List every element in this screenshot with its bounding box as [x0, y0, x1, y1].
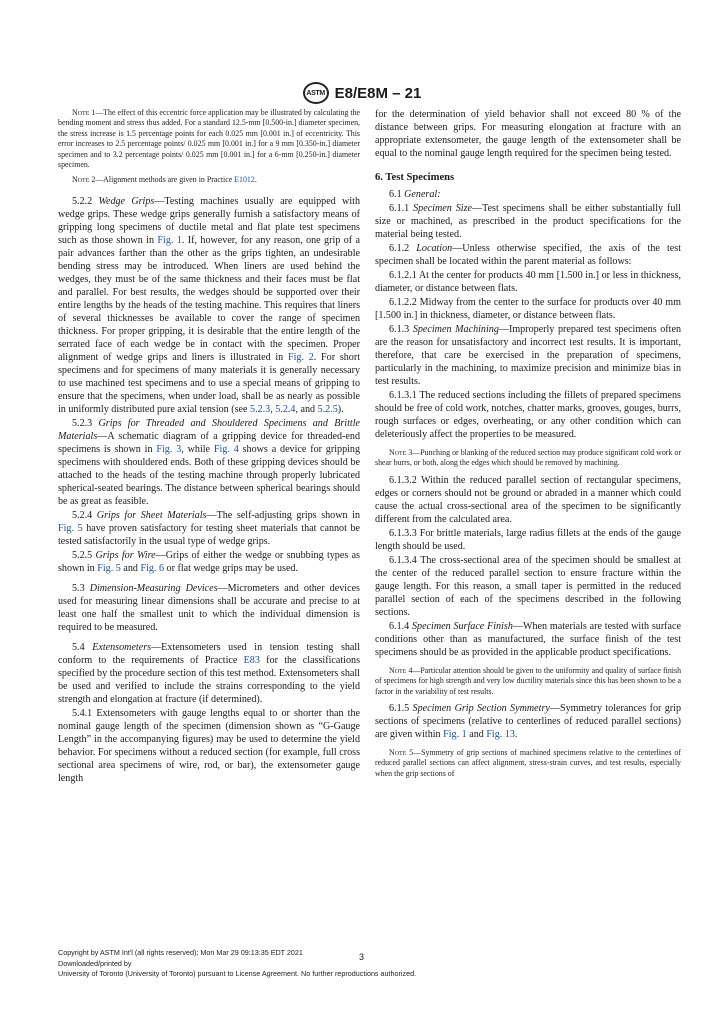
reference-link[interactable]: Fig. 6	[140, 562, 165, 574]
section-6-1-3-4: 6.1.3.4 The cross-sectional area of the specimen should be smallest at the center of the reduced parallel section to ensure fracture within the gauge length. For this reason, a small taper is permitted in the reduced parallel section of each of the specimens described in the following sections.	[375, 554, 681, 618]
section-5-3: 5.3 Dimension-Measuring Devices—Micrometers and other devices used for measuring linear dimensions shall be accurate and precise to at least one half the smallest unit to which the individual dimension is required to be measured.	[58, 582, 360, 633]
note-3: Note 3—Punching or blanking of the reduced section may produce significant cold work or shear burrs, or both, along the edges which should be removed by machining.	[375, 448, 681, 468]
note-label: Note 2	[72, 175, 96, 185]
section-5-4-1: 5.4.1 Extensometers with gauge lengths equal to or shorter than the nominal gauge length of the specimen (dimension shown as “G-Gauge Length” in the accompanying figures) may be used to determine the yield behavior. For specimens without a reduced section (for example, full cross sectional area specimens of wire, rod, or bar), the extensometer gauge length	[58, 707, 360, 784]
reference-link[interactable]: Fig. 1	[157, 234, 182, 246]
section-title: Extensometers	[92, 641, 152, 653]
reference-link[interactable]: Fig. 13	[486, 729, 515, 741]
standard-designation: E8/E8M – 21	[334, 84, 422, 102]
section-title: Specimen Size	[413, 203, 472, 214]
section-6-1-3-1: 6.1.3.1 The reduced sections including the fillets of prepared specimens should be free of cold work, notches, chatter marks, grooves, gouges, burrs, rough surfaces or edges, overheating, or any other condition which can deleteriously affect the properties to be measured.	[375, 390, 681, 440]
reference-link[interactable]: 5.2.3	[250, 403, 271, 415]
continued-paragraph: for the determination of yield behavior shall not exceed 80 % of the distance between grips. For measuring elongation at fracture with an appropriate extensometer, the gauge length of the extensometer shall be equal to the nominal gauge length required for the specimen being tested.	[375, 109, 681, 159]
section-6-1-2-2: 6.1.2.2 Midway from the center to the surface for products over 40 mm [1.500 in.] in thickness, diameter, or distance between flats.	[375, 297, 681, 321]
note-4: Note 4—Particular attention should be given to the uniformity and quality of surface finish of specimens for high strength and very low ductility materials since this has been shown to be a factor in the variability of test results.	[375, 665, 682, 696]
note-label: Note 4	[389, 665, 413, 675]
section-5-2-4: 5.2.4 Grips for Sheet Materials—The self-adjusting grips shown in Fig. 5 have proven satisfactory for testing sheet materials that cannot be tested satisfactorily in the usual type of wedge grips.	[58, 509, 360, 547]
section-6-1-2: 6.1.2 Location—Unless otherwise specified, the axis of the test specimen shall be located within the parent material as follows:	[375, 243, 681, 267]
section-title: General:	[404, 189, 441, 200]
section-5-2-5: 5.2.5 Grips for Wire—Grips of either the wedge or snubbing types as shown in Fig. 5 and Fig. 6 or flat wedge grips may be used.	[58, 549, 360, 574]
section-5-2-2: 5.2.2 Wedge Grips—Testing machines usually are equipped with wedge grips. These wedge grips generally furnish a satisfactory means of gripping long specimens of ductile metal and flat plate test specimens such as those shown in Fig. 1. If, however, for any reason, one grip of a pair advances farther than the other as the grips tighten, an undesirable bending stress may be introduced. When liners are used behind the wedges, they must be of the same thickness and their faces must be flat and parallel. For best results, the wedges should be supported over their entire lengths by the heads of the testing machine. This requires that liners of several thicknesses be available to cover the range of specimen thickness. For proper gripping, it is desirable that the entire length of the serrated face of each wedge be in contact with the specimen. Proper alignment of wedge grips and liners is illustrated in Fig. 2. For short specimens and for specimens of many materials it is generally necessary to use machined test specimens and to use a special means of gripping to ensure that the specimens, when under load, shall be as nearly as possible in uniformly distributed pure axial tension (see 5.2.3, 5.2.4, and 5.2.5).	[58, 195, 361, 415]
footer-line: Downloaded/printed by	[58, 958, 132, 968]
footer-line: University of Toronto (University of Toronto) pursuant to License Agreement. No further reproductions authorized.	[58, 969, 417, 978]
section-heading-6: 6. Test Specimens	[375, 172, 455, 183]
reference-link[interactable]: Fig. 5	[58, 522, 83, 534]
section-6-1-3-2: 6.1.3.2 Within the reduced parallel section of rectangular specimens, edges or corners should not be ground or abraded in a manner which could cause the actual cross-sectional area of the specimen to be significantly different from the calculated area.	[375, 474, 681, 525]
section-6-1-3-3: 6.1.3.3 For brittle materials, large radius fillets at the ends of the gauge length should be used.	[375, 527, 681, 552]
section-title: Wedge Grips	[98, 195, 155, 207]
note-5: Note 5—Symmetry of grip sections of machined specimens relative to the centerlines of reduced parallel sections can affect alignment, stress-strain curves, and test results, especially when the grip sections of	[375, 748, 681, 778]
section-title: Grips for Sheet Materials	[96, 509, 207, 521]
reference-link[interactable]: E83	[243, 654, 260, 666]
footer-line: Copyright by ASTM Int'l (all rights reserved); Mon Mar 29 09:13:35 EDT 2021	[58, 948, 303, 957]
reference-link[interactable]: Fig. 2	[287, 351, 314, 363]
reference-link[interactable]: 5.2.4	[275, 403, 296, 415]
note-1: Note 1—The effect of this eccentric force application may be illustrated by calculating the bending moment and stress thus added. For a standard 12.5-mm [0.500-in.] diameter specimen, the stress increase is 1.5 percentage points for each 0.025 mm [0.001 in.] of eccentricity. This error increases to 2.5 percentage points/ 0.025 mm [0.001 in.] for a 9 mm [0.350-in.] diameter specimen and to 3.2 percentage points/ 0.025 mm [0.001 in.] for a 6-mm [0.250-in.] diameter specimen.	[58, 108, 361, 170]
reference-link[interactable]: 5.2.5	[317, 403, 338, 415]
left-column	[58, 108, 360, 786]
section-title: Location	[416, 243, 453, 254]
note-2: Note 2—Alignment methods are given in Practice E1012.	[72, 175, 257, 185]
section-title: Specimen Grip Section Symmetry	[412, 703, 550, 715]
section-title: Grips for Wire	[95, 549, 156, 561]
section-6-1-2-1: 6.1.2.1 At the center for products 40 mm [1.500 in.] or less in thickness, diameter, or distance between flats.	[375, 270, 681, 294]
reference-link[interactable]: Fig. 1	[443, 729, 467, 741]
section-5-2-3: 5.2.3 Grips for Threaded and Shouldered Specimens and Brittle Materials—A schematic diagram of a gripping device for threaded-end specimens is shown in Fig. 3, while Fig. 4 shows a device for gripping specimens with shouldered ends. Both of these gripping devices should be attached to the heads of the testing machine through properly lubricated spherical-seated bearings. The distance between spherical bearings should be as great as feasible.	[58, 417, 361, 507]
section-title: Specimen Machining	[412, 324, 499, 335]
note-label: Note 1	[72, 108, 96, 117]
section-title: Dimension-Measuring Devices	[89, 582, 218, 594]
section-6-1-4: 6.1.4 Specimen Surface Finish—When materials are tested with surface conditions other than as manufactured, the surface finish of the test specimens should be as provided in the applicable product specifications.	[375, 620, 681, 658]
note-label: Note 5	[389, 748, 414, 758]
page-header	[0, 78, 724, 108]
reference-link[interactable]: Fig. 4	[213, 443, 239, 455]
section-title: Grips for Threaded and Shouldered Specimens and Brittle Materials	[58, 417, 360, 442]
astm-logo: ASTM	[303, 82, 329, 104]
section-6-1-3: 6.1.3 Specimen Machining—Improperly prepared test specimens often are the reason for unsatisfactory and incorrect test results. It is important, therefore, that care be exercised in the preparation of specimens, particularly in the machining, to maximize precision and minimize bias in test results.	[375, 324, 682, 387]
reference-link[interactable]: Fig. 3	[156, 443, 182, 455]
right-column	[375, 108, 681, 784]
section-6-1: 6.1 General:	[389, 189, 441, 200]
section-6-1-5: 6.1.5 Specimen Grip Section Symmetry—Symmetry tolerances for grip sections of specimens (relative to centerlines of reduced parallel sections) are given within Fig. 1 and Fig. 13.	[375, 703, 681, 741]
section-5-4: 5.4 Extensometers—Extensometers used in tension testing shall conform to the requirements of Practice E83 for the classifications specified by the procedure section of this test method. Extensometers shall be used and verified to include the strains corresponding to the yield strength and elongation at fracture (if determined).	[58, 641, 361, 705]
page-number: 3	[359, 952, 365, 962]
note-label: Note 3	[389, 448, 413, 457]
section-title: Specimen Surface Finish	[411, 620, 513, 632]
section-6-1-1: 6.1.1 Specimen Size—Test specimens shall be either substantially full size or machined, as prescribed in the product specifications for the material being tested.	[375, 203, 681, 240]
reference-link[interactable]: Fig. 5	[97, 562, 121, 574]
reference-link[interactable]: E1012	[234, 175, 255, 185]
